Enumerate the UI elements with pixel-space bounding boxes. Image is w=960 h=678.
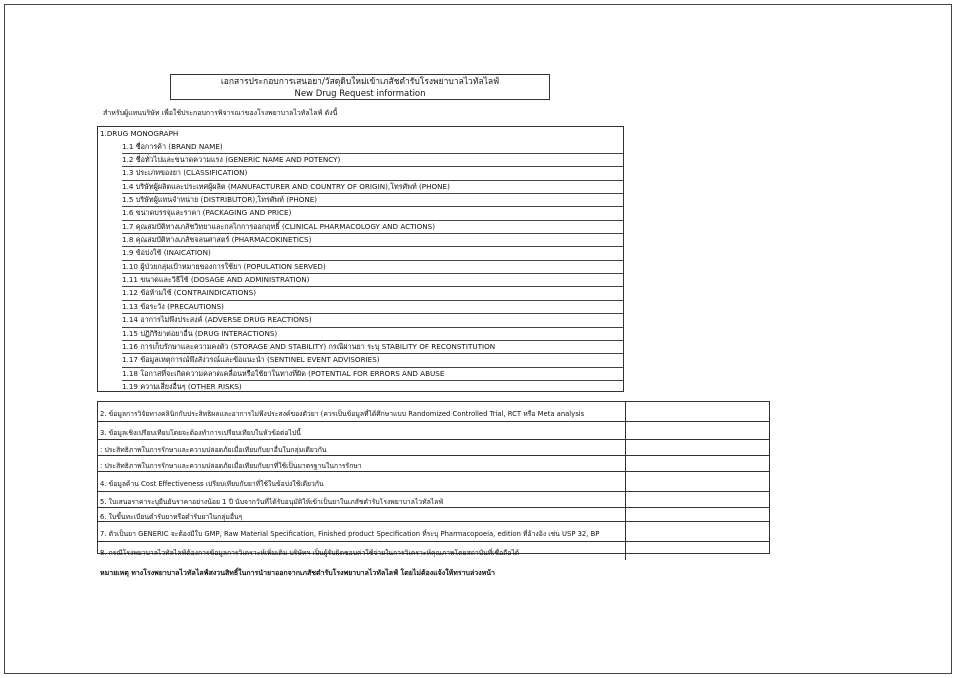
monograph-row-label: ข้อระวัง (PRECAUTIONS): [140, 301, 224, 311]
criteria-row: [98, 492, 769, 508]
monograph-row: [122, 141, 623, 154]
monograph-row: [122, 314, 623, 327]
monograph-row: [122, 381, 623, 394]
monograph-row: [122, 234, 623, 247]
criteria-value-cell: [625, 456, 770, 471]
drug-monograph-table: [97, 126, 624, 392]
document-title-box: [170, 74, 550, 100]
monograph-row-label: คุณสมบัติทางเภสัชจลนศาสตร์ (PHARMACOKINETICS): [135, 235, 312, 245]
monograph-row-label: บริษัทผู้แทนจำหน่าย (DISTRIBUTOR),โทรศัพท์ (PHONE): [135, 195, 318, 204]
monograph-row-number: 1.13: [122, 301, 139, 311]
monograph-row: [122, 247, 623, 260]
criteria-label: 6. ใบขึ้นทะเบียนตำรับยาหรือตำรับยาในกลุ่มอื่นๆ: [100, 512, 243, 521]
monograph-row-label: บริษัทผู้ผลิตและประเทศผู้ผลิต (MANUFACTURER AND COUNTRY OF ORIGIN),โทรศัพท์ (PHONE): [135, 181, 450, 191]
monograph-row-number: 1.18: [122, 368, 139, 378]
monograph-row: [122, 167, 623, 180]
monograph-row-number: 1.3: [122, 168, 134, 178]
criteria-label: 4. ข้อมูลด้าน Cost Effectiveness เปรียบเทียบกับยาที่ใช้ในข้อบ่งใช้เดียวกัน: [100, 479, 324, 488]
monograph-row-label: ขนาดและวิธีใช้ (DOSAGE AND ADMINISTRATION): [140, 275, 310, 285]
criteria-label: 7. ตัวเป็นยา GENERIC จะต้องมีใบ GMP, Raw Material Specification, Finished product Specification ที่ระบุ Pharmacopoeia, edition ที่อ้างอิง เช่น USP 32, BP: [100, 529, 600, 538]
monograph-row-number: 1.8: [122, 235, 134, 245]
criteria-value-cell: [625, 402, 770, 421]
monograph-row: [122, 368, 623, 381]
monograph-row: [122, 354, 623, 367]
monograph-row-number: 1.7: [122, 221, 134, 231]
monograph-row: [122, 341, 623, 354]
criteria-value-cell: [625, 472, 770, 491]
monograph-row: [122, 301, 623, 314]
footnote: หมายเหตุ ทางโรงพยาบาลไวทัลไลฟ์สงวนสิทธิ์ในการนำยาออกจากเภสัชตำรับโรงพยาบาลไวทัลไลฟ์ โดยไม่ต้องแจ้งให้ทราบล่วงหน้า: [100, 569, 495, 577]
monograph-row-label: ขนาดบรรจุและราคา (PACKAGING AND PRICE): [135, 208, 292, 218]
monograph-row-number: 1.2: [122, 154, 134, 164]
monograph-row-number: 1.17: [122, 355, 139, 365]
criteria-row: [98, 508, 769, 522]
monograph-row: [122, 181, 623, 194]
criteria-label: : ประสิทธิภาพในการรักษาและความปลอดภัยเมื่อเทียบกับยาที่ใช้เป็นมาตรฐานในการรักษา: [100, 461, 362, 470]
monograph-row-label: ปฏิกิริยาต่อยาอื่น (DRUG INTERACTIONS): [140, 328, 278, 338]
criteria-value-cell: [625, 440, 770, 455]
monograph-row-number: 1.10: [122, 261, 139, 271]
criteria-row: [98, 422, 769, 440]
monograph-row-number: 1.14: [122, 315, 139, 325]
monograph-row-label: การเก็บรักษาและความคงตัว (STORAGE AND STABILITY) กรณีผ่านยา ระบุ STABILITY OF RECONSTITUTION: [140, 341, 496, 351]
criteria-row: [98, 402, 769, 422]
criteria-value-cell: [625, 522, 770, 541]
monograph-row-number: 1.9: [122, 248, 134, 258]
monograph-row: [122, 261, 623, 274]
monograph-row-label: ชื่อการค้า (BRAND NAME): [135, 141, 223, 151]
criteria-row: [98, 542, 769, 560]
title-english: New Drug Request information: [294, 89, 426, 99]
monograph-row-label: อาการไม่พึงประสงค์ (ADVERSE DRUG REACTIONS): [140, 315, 312, 325]
criteria-value-cell: [625, 422, 770, 439]
monograph-row: [122, 194, 623, 207]
monograph-row-label: ข้อห้ามใช้ (CONTRAINDICATIONS): [140, 288, 257, 298]
monograph-row-number: 1.16: [122, 341, 139, 351]
monograph-row-label: ชื่อทั่วไปและขนาดความแรง (GENERIC NAME AND POTENCY): [135, 154, 341, 164]
monograph-row: [122, 274, 623, 287]
criteria-value-cell: [625, 492, 770, 507]
criteria-value-cell: [625, 542, 770, 560]
criteria-value-cell: [625, 508, 770, 521]
criteria-row: [98, 440, 769, 456]
monograph-row: [122, 221, 623, 234]
criteria-row: [98, 522, 769, 542]
monograph-row-number: 1.5: [122, 195, 134, 204]
monograph-row-number: 1.12: [122, 288, 139, 298]
instruction-text: สำหรับผู้แทนบริษัท เพื่อใช้ประกอบการพิจารณาของโรงพยาบาลไวทัลไลฟ์ ดังนี้: [103, 109, 338, 117]
monograph-row-label: ประเภทของยา (CLASSIFICATION): [135, 168, 248, 178]
criteria-label: 3. ข้อมูลเชิงเปรียบเทียบโดยจะต้องทำการเปรียบเทียบในหัวข้อต่อไปนี้: [100, 428, 301, 437]
criteria-table: [97, 401, 770, 557]
monograph-row-number: 1.6: [122, 208, 134, 218]
monograph-row-label: ผู้ป่วยกลุ่มเป้าหมายของการใช้ยา (POPULATION SERVED): [140, 261, 326, 271]
monograph-row: [122, 287, 623, 300]
monograph-row: [122, 207, 623, 220]
monograph-row-number: 1.19: [122, 381, 139, 391]
monograph-row-number: 1.11: [122, 275, 139, 285]
monograph-row-number: 1.15: [122, 328, 139, 338]
monograph-row-label: โอกาสที่จะเกิดความคลาดเคลื่อนหรือใช้ยาในทางที่ผิด (POTENTIAL FOR ERRORS AND ABUSE: [140, 368, 445, 378]
monograph-row: [122, 154, 623, 167]
monograph-row-label: ความเสี่ยงอื่นๆ (OTHER RISKS): [140, 381, 242, 391]
criteria-row: [98, 472, 769, 492]
monograph-row: [122, 328, 623, 341]
criteria-label: 5. ใบเสนอราคาระบุยืนยันราคาอย่างน้อย 1 ปี นับจากวันที่ได้รับอนุมัติให้เข้าเป็นยาในเภสัชตำรับโรงพยาบาลไวทัลไลฟ์: [100, 497, 444, 506]
criteria-label: 8. กรณีโรงพยาบาลไวทัลไลฟ์ต้องการข้อมูลการวิเคราะห์เพิ่มเติม บริษัทฯ เป็นผู้รับผิดชอบค่าใช้จ่ายในการวิเคราะห์คุณภาพโดยสถาบันที่เชื่อถือได้: [100, 548, 520, 557]
criteria-row: [98, 456, 769, 472]
criteria-label: : ประสิทธิภาพในการรักษาและความปลอดภัยเมื่อเทียบกับยาอื่นในกลุ่มเดียวกัน: [100, 445, 327, 454]
monograph-row-label: ข้อมูลเหตุการณ์พึงสังวรณ์และข้อแนะนำ (SENTINEL EVENT ADVISORIES): [140, 355, 380, 365]
monograph-heading: 1.DRUG MONOGRAPH: [100, 129, 179, 138]
monograph-row-label: ข้อบ่งใช้ (INAICATION): [135, 248, 211, 258]
monograph-row-label: คุณสมบัติทางเภสัชวิทยาและกลไกการออกฤทธิ์ (CLINICAL PHARMACOLOGY AND ACTIONS): [135, 221, 436, 231]
monograph-row-number: 1.1: [122, 141, 134, 151]
criteria-label: 2. ข้อมูลการวิจัยทางคลินิกกับประสิทธิผลและอาการไม่พึงประสงค์ของตัวยา (ควรเป็นข้อมูลที่ได้ศึกษาแบบ Randomized Controlled Trial, RCT หรือ Meta analysis: [100, 409, 585, 418]
title-thai: เอกสารประกอบการเสนอยา/วัสดุดิบใหม่เข้าเภสัชตำรับโรงพยาบาลไวทัลไลฟ์: [220, 77, 500, 87]
monograph-row-number: 1.4: [122, 181, 134, 191]
